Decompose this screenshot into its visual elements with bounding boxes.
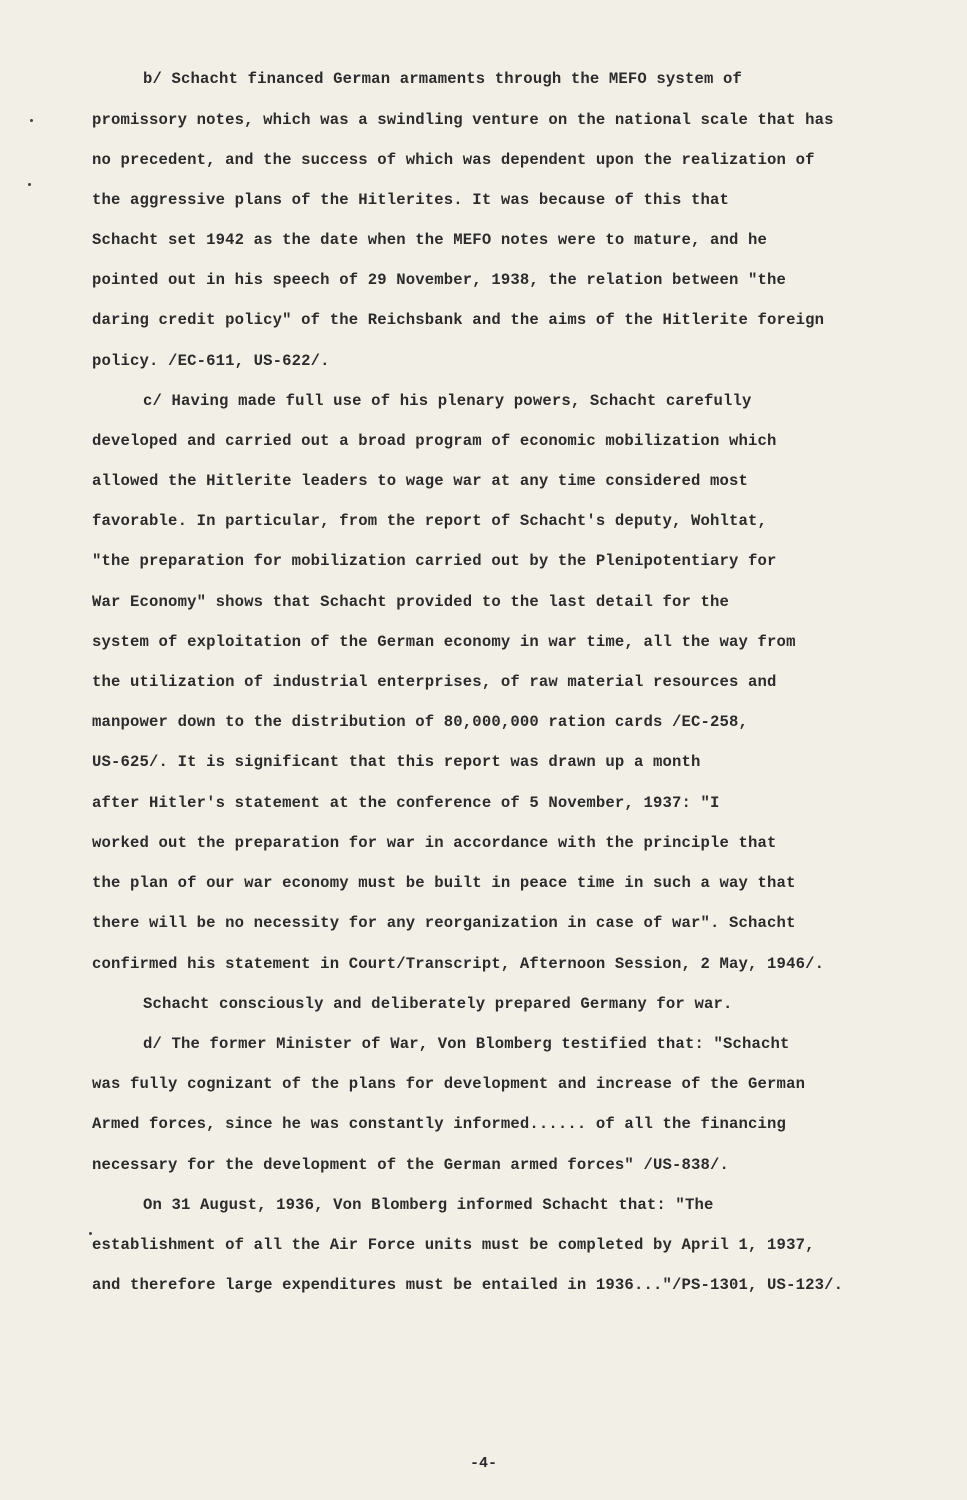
margin-mark xyxy=(89,1232,92,1235)
text-line: allowed the Hitlerite leaders to wage war at any time considered most xyxy=(92,472,749,490)
text-line: there will be no necessity for any reorganization in case of war". Schacht xyxy=(92,914,796,932)
text-line: after Hitler's statement at the conference of 5 November, 1937: "I xyxy=(92,794,720,812)
text-line: no precedent, and the success of which was dependent upon the realization of xyxy=(92,151,815,169)
text-line: system of exploitation of the German economy in war time, all the way from xyxy=(92,633,796,651)
text-line: Armed forces, since he was constantly informed...... of all the financing xyxy=(92,1115,787,1133)
text-line: "the preparation for mobilization carried out by the Plenipotentiary for xyxy=(92,552,777,570)
text-line: establishment of all the Air Force units must be completed by April 1, 1937, xyxy=(92,1236,815,1254)
text-line: d/ The former Minister of War, Von Blomberg testified that: "Schacht xyxy=(143,1035,790,1053)
text-line: the aggressive plans of the Hitlerites. It was because of this that xyxy=(92,191,730,209)
text-line: favorable. In particular, from the report of Schacht's deputy, Wohltat, xyxy=(92,512,768,530)
text-line: On 31 August, 1936, Von Blomberg informed Schacht that: "The xyxy=(143,1196,714,1214)
text-line: was fully cognizant of the plans for development and increase of the German xyxy=(92,1075,806,1093)
text-line: the plan of our war economy must be built in peace time in such a way that xyxy=(92,874,796,892)
text-line: b/ Schacht financed German armaments through the MEFO system of xyxy=(143,70,742,88)
text-line: promissory notes, which was a swindling venture on the national scale that has xyxy=(92,111,834,129)
text-line: manpower down to the distribution of 80,000,000 ration cards /EC-258, xyxy=(92,713,749,731)
text-line: Schacht consciously and deliberately prepared Germany for war. xyxy=(143,995,733,1013)
text-line: War Economy" shows that Schacht provided to the last detail for the xyxy=(92,593,730,611)
text-line: policy. /EC-611, US-622/. xyxy=(92,352,330,370)
text-line: worked out the preparation for war in accordance with the principle that xyxy=(92,834,777,852)
margin-mark xyxy=(28,183,31,186)
margin-mark xyxy=(30,119,33,122)
text-line: pointed out in his speech of 29 November, 1938, the relation between "the xyxy=(92,271,787,289)
text-line: c/ Having made full use of his plenary powers, Schacht carefully xyxy=(143,392,752,410)
text-line: developed and carried out a broad program of economic mobilization which xyxy=(92,432,777,450)
text-line: daring credit policy" of the Reichsbank and the aims of the Hitlerite foreign xyxy=(92,311,825,329)
text-line: necessary for the development of the German armed forces" /US-838/. xyxy=(92,1156,730,1174)
text-line: and therefore large expenditures must be entailed in 1936..."/PS-1301, US-123/. xyxy=(92,1276,844,1294)
text-line: US-625/. It is significant that this report was drawn up a month xyxy=(92,753,701,771)
page-number: -4- xyxy=(469,1455,497,1472)
text-line: confirmed his statement in Court/Transcript, Afternoon Session, 2 May, 1946/. xyxy=(92,955,825,973)
text-line: the utilization of industrial enterprises, of raw material resources and xyxy=(92,673,777,691)
text-line: Schacht set 1942 as the date when the MEFO notes were to mature, and he xyxy=(92,231,768,249)
